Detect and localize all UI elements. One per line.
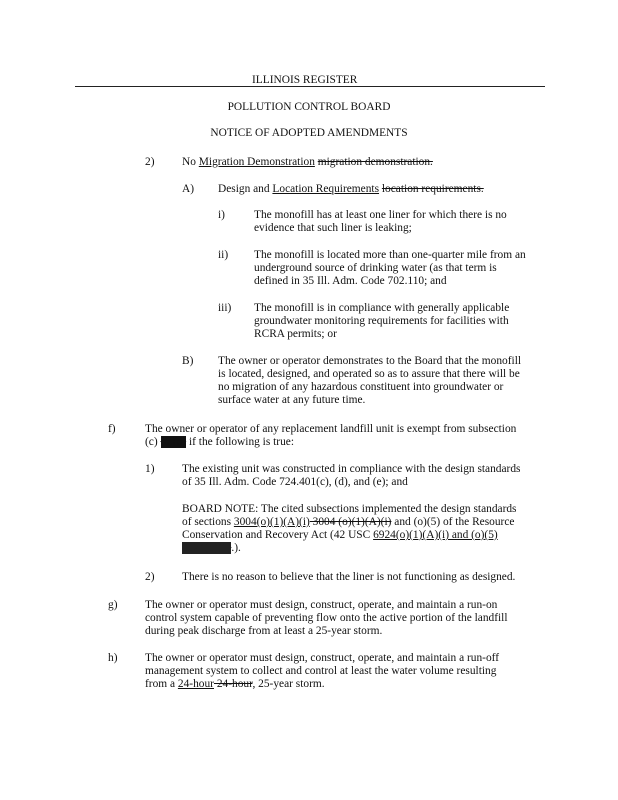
item-A-struck: location requirements. <box>381 183 484 195</box>
item-iii-line1: The monofill is in compliance with generally applicable <box>254 302 510 314</box>
board-note-line4-b: .). <box>231 542 241 554</box>
item-B-line3: no migration of any hazardous constituent into groundwater or <box>218 381 504 393</box>
item-ii-line1: The monofill is located more than one-quarter mile from an <box>254 249 526 261</box>
item-ii-number: ii) <box>218 249 229 261</box>
item-2-pre: No <box>182 156 199 168</box>
item-f-line2 <box>145 435 294 449</box>
item-2-title: Migration Demonstration <box>198 156 315 168</box>
item-A-number: A) <box>182 183 195 195</box>
item-h-line3-underlined: 24-hour <box>177 678 214 690</box>
item-f1-line2: of 35 Ill. Adm. Code 724.401(c), (d), and (e); and <box>182 476 408 488</box>
board-note-line2-struck: 3004 (o)(1)(A)(i) <box>309 516 392 528</box>
item-2-number: 2) <box>145 156 155 168</box>
item-f-line2-b: if the following is true: <box>186 436 295 448</box>
item-i-line2: evidence that such liner is leaking; <box>254 222 412 234</box>
item-iii-number: iii) <box>218 302 232 314</box>
item-B-line1: The owner or operator demonstrates to the Board that the monofill <box>218 355 522 367</box>
board-note-line2 <box>182 515 514 529</box>
board-note-line2-b: and (o)(5) of the Resource <box>391 516 515 528</box>
item-g-line1: The owner or operator must design, construct, operate, and maintain a run-on <box>145 599 498 611</box>
item-iii-line3: RCRA permits; or <box>254 328 337 340</box>
item-A-heading <box>218 182 484 196</box>
item-h-line3-b: , 25-year storm. <box>252 678 325 690</box>
board-note-line2-a: of sections <box>182 516 234 528</box>
register-title: ILLINOIS REGISTER <box>252 74 358 86</box>
item-f-line1: The owner or operator of any replacement landfill unit is exempt from subsection <box>145 423 517 435</box>
item-f2-number: 2) <box>145 571 155 583</box>
item-f2-line1: There is no reason to believe that the liner is not functioning as designed. <box>182 571 516 583</box>
item-i-line1: The monofill has at least one liner for which there is no <box>254 209 507 221</box>
item-f1-line1: The existing unit was constructed in compliance with the design standards <box>182 463 521 475</box>
item-h-line2: management system to collect and control at least the water volume resulting <box>145 665 497 677</box>
item-f-line2-a: (c) <box>145 436 161 448</box>
item-g-line2: control system capable of preventing flow onto the active portion of the landfill <box>145 612 508 624</box>
item-i-number: i) <box>218 209 225 221</box>
item-A-pre: Design and <box>218 183 273 195</box>
item-B-line2: is located, designed, and operated so as to assure that there will be <box>218 368 520 380</box>
board-note-line3-a: Conservation and Recovery Act (42 USC <box>182 529 374 541</box>
item-B-number: B) <box>182 355 194 367</box>
item-f-number: f) <box>108 423 116 435</box>
item-ii-line3: defined in 35 Ill. Adm. Code 702.110; and <box>254 275 447 287</box>
notice-title: NOTICE OF ADOPTED AMENDMENTS <box>210 127 408 139</box>
item-h-line3 <box>145 677 325 691</box>
item-h-line3-struck: 24-hour <box>213 678 253 690</box>
board-note-line3-underlined: 6924(o)(1)(A)(i) and (o)(5) <box>373 529 498 541</box>
item-B-line4: surface water at any future time. <box>218 394 366 406</box>
board-note-line2-underlined: 3004(o)(1)(A)(i) <box>233 516 310 528</box>
item-f1-number: 1) <box>145 463 155 475</box>
item-h-number: h) <box>108 652 118 664</box>
item-g-line3: during peak discharge from at least a 25-year storm. <box>145 625 383 637</box>
board-note-line1: BOARD NOTE: The cited subsections implemented the design standards <box>182 503 517 515</box>
item-h-line3-a: from a <box>145 678 178 690</box>
item-f-line2-struck: or (d) <box>160 436 187 448</box>
board-note-line3 <box>182 528 498 542</box>
item-2-heading <box>182 155 433 169</box>
item-A-title: Location Requirements <box>272 183 380 195</box>
item-g-number: g) <box>108 599 118 611</box>
item-iii-line2: groundwater monitoring requirements for facilities with <box>254 315 509 327</box>
board-note-line4-struck: 6924(o)(1) <box>182 542 232 554</box>
board-note-line4 <box>182 541 241 555</box>
item-h-line1: The owner or operator must design, construct, operate, and maintain a run-off <box>145 652 500 664</box>
item-ii-line2: underground source of drinking water (as that term is <box>254 262 497 274</box>
board-title: POLLUTION CONTROL BOARD <box>227 101 391 113</box>
item-2-struck: migration demonstration. <box>317 156 433 168</box>
